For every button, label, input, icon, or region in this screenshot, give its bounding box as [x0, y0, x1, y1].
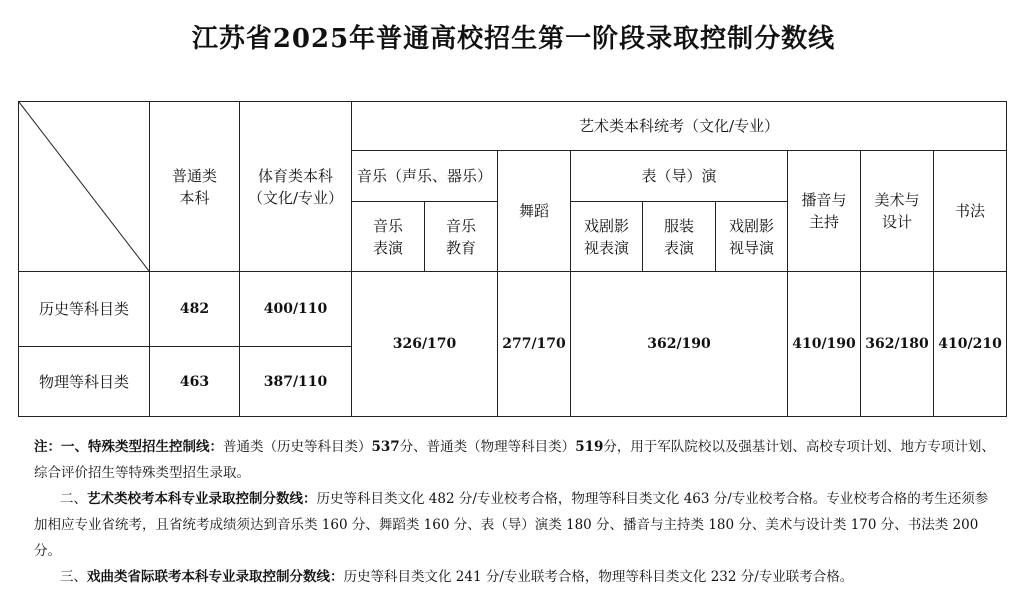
corner-diagonal-cell: [19, 102, 150, 272]
header-putong: 普通类本科: [150, 102, 240, 272]
cell-wudao: 277/170: [498, 272, 571, 417]
header-tiyu: 体育类本科（文化/专业）: [240, 102, 352, 272]
header-yinyue: 音乐（声乐、器乐）: [352, 151, 498, 202]
row-label-physics: 物理等科目类: [19, 347, 150, 417]
header-yishu: 艺术类本科统考（文化/专业）: [352, 102, 1007, 151]
diagonal-line: [19, 102, 149, 271]
note-3: 三、戏曲类省际联考本科专业录取控制分数线：历史等科目类文化 241 分/专业联考合格，物理等科目类文化 232 分/专业联考合格。: [60, 569, 854, 585]
score-table: [18, 101, 1007, 417]
row-label-history: 历史等科目类: [19, 272, 150, 347]
cell-boyin: 410/190: [788, 272, 861, 417]
cell-physics-tiyu: 387/110: [240, 347, 352, 417]
header-boyin: 播音与主持: [788, 151, 861, 272]
header-wudao: 舞蹈: [498, 151, 571, 272]
header-yinyue-jiaoyu: 音乐教育: [425, 202, 498, 272]
page-title: 江苏省2025年普通高校招生第一阶段录取控制分数线: [191, 24, 836, 54]
header-fuzhuang: 服装表演: [643, 202, 716, 272]
note-1: 注：一、特殊类型招生控制线：普通类（历史等科目类）537分、普通类（物理等科目类）519分，用于军队院校以及强基计划、高校专项计划、地方专项计划、综合评价招生等特殊类型招生录取。: [34, 439, 995, 481]
header-meishu: 美术与设计: [861, 151, 934, 272]
cell-yinyue: 326/170: [352, 272, 498, 417]
header-xiju-biaoyan: 戏剧影视表演: [571, 202, 643, 272]
cell-shufa: 410/210: [934, 272, 1007, 417]
header-yinyue-biaoyan: 音乐表演: [352, 202, 425, 272]
header-biaodaoyan: 表（导）演: [571, 151, 788, 202]
cell-physics-putong: 463: [150, 347, 240, 417]
cell-history-tiyu: 400/110: [240, 272, 352, 347]
header-shufa: 书法: [934, 151, 1007, 272]
cell-biaodaoyan: 362/190: [571, 272, 788, 417]
cell-meishu: 362/180: [861, 272, 934, 417]
cell-history-putong: 482: [150, 272, 240, 347]
notes: [34, 434, 996, 590]
note-2: 二、艺术类校考本科专业录取控制分数线：历史等科目类文化 482 分/专业校考合格，物理等科目类文化 463 分/专业校考合格。专业校考合格的考生还须参加相应专业省统考，且省统考成绩须达到音乐类 160 分、舞蹈类 160 分、表（导）演类 180 分、播音与主持类 180 分、美术与设计类 170 分、书法类 200 分。: [34, 491, 989, 559]
header-xiju-daoyan: 戏剧影视导演: [716, 202, 788, 272]
